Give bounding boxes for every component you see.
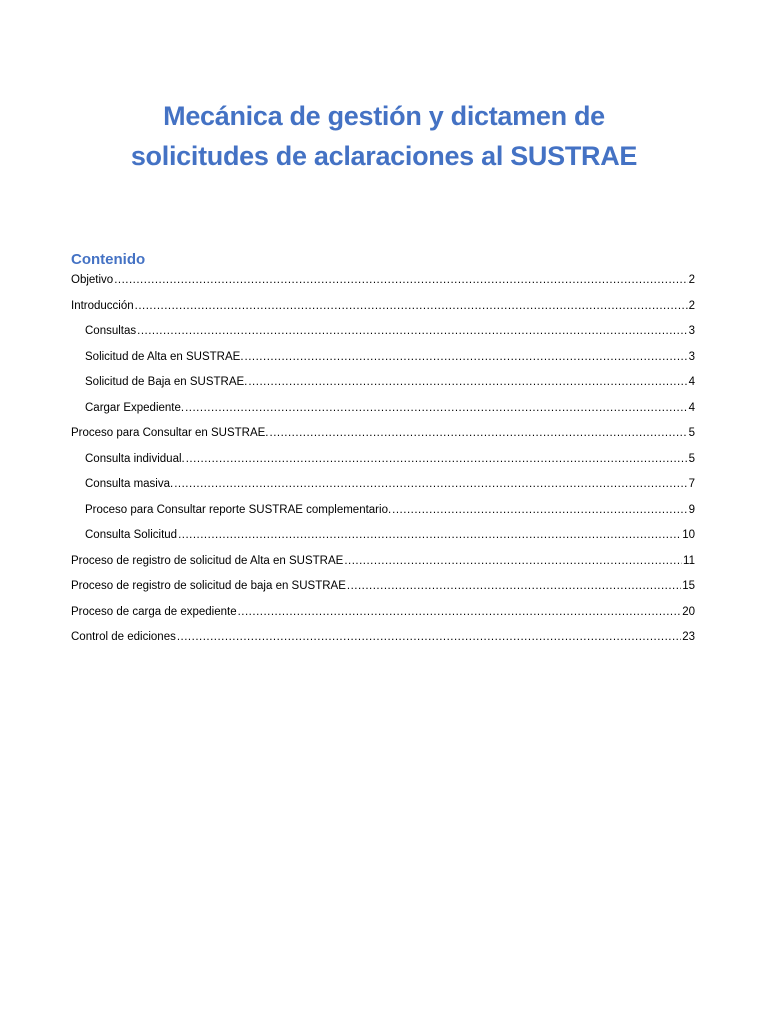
toc-dot-leader (248, 372, 687, 392)
toc-dot-leader (114, 270, 687, 290)
table-of-contents (71, 270, 695, 653)
toc-entry-label: Cargar Expediente. (85, 401, 185, 414)
toc-entry-page-number: 5 (688, 452, 695, 465)
toc-entry-page-number: 4 (688, 376, 695, 388)
toc-entry-page-number: 9 (688, 503, 695, 516)
toc-entry-page-number: 11 (683, 554, 695, 567)
toc-entry-label: Proceso de carga de expediente (71, 605, 237, 618)
toc-entry-page-number: 10 (682, 529, 695, 541)
toc-entry-page-number: 3 (688, 350, 695, 363)
toc-entry-label: Solicitud de Alta en SUSTRAE. (85, 350, 244, 363)
toc-entry[interactable] (71, 372, 695, 398)
toc-entry-label: Proceso de registro de solicitud de baja en SUSTRAE (71, 580, 346, 592)
toc-dot-leader (185, 398, 688, 418)
toc-dot-leader (174, 474, 687, 494)
toc-dot-leader (347, 576, 681, 596)
toc-entry[interactable] (71, 270, 695, 296)
toc-entry-page-number: 23 (682, 631, 695, 643)
toc-entry[interactable] (71, 576, 695, 602)
toc-dot-leader (137, 321, 687, 341)
toc-entry-label: Control de ediciones (71, 631, 176, 643)
document-title (60, 96, 708, 176)
toc-heading: Contenido (71, 251, 146, 268)
toc-entry[interactable] (71, 423, 695, 449)
toc-dot-leader (186, 449, 688, 469)
toc-entry-page-number: 20 (682, 605, 695, 618)
toc-entry-label: Consulta Solicitud (85, 529, 178, 541)
toc-entry-label: Consulta individual. (85, 452, 185, 465)
toc-entry[interactable] (71, 474, 695, 500)
toc-entry-label: Proceso para Consultar en SUSTRAE. (71, 427, 269, 439)
toc-dot-leader (392, 500, 687, 520)
toc-entry-label: Consultas (85, 325, 137, 337)
toc-entry-label: Consulta masiva. (85, 478, 174, 490)
toc-entry-page-number: 15 (682, 580, 695, 592)
toc-entry[interactable] (71, 321, 695, 347)
toc-entry-page-number: 3 (688, 325, 695, 337)
toc-dot-leader (344, 551, 682, 571)
toc-entry-page-number: 4 (688, 401, 695, 414)
toc-entry-page-number: 2 (688, 299, 695, 312)
toc-entry[interactable] (71, 347, 695, 373)
toc-entry[interactable] (71, 551, 695, 577)
document-title-line-1: Mecánica de gestión y dictamen de (163, 101, 605, 131)
toc-dot-leader (270, 423, 688, 443)
toc-entry[interactable] (71, 500, 695, 526)
toc-entry[interactable] (71, 525, 695, 551)
toc-entry[interactable] (71, 602, 695, 628)
toc-entry[interactable] (71, 398, 695, 424)
toc-entry-label: Proceso de registro de solicitud de Alta en SUSTRAE (71, 554, 344, 567)
toc-entry[interactable] (71, 449, 695, 475)
document-title-line-2: solicitudes de aclaraciones al SUSTRAE (130, 141, 638, 171)
toc-entry-page-number: 2 (688, 274, 695, 286)
toc-dot-leader (245, 347, 688, 367)
toc-entry-label: Objetivo (71, 274, 114, 286)
toc-entry-label: Proceso para Consultar reporte SUSTRAE complementario. (85, 503, 392, 516)
toc-dot-leader (135, 296, 688, 316)
toc-entry-page-number: 7 (688, 478, 695, 490)
toc-entry-label: Introducción (71, 299, 134, 312)
toc-dot-leader (238, 602, 682, 622)
toc-entry-page-number: 5 (688, 427, 695, 439)
toc-entry[interactable] (71, 627, 695, 653)
toc-entry[interactable] (71, 296, 695, 322)
toc-dot-leader (178, 525, 681, 545)
toc-entry-label: Solicitud de Baja en SUSTRAE. (85, 376, 248, 388)
toc-dot-leader (177, 627, 681, 647)
